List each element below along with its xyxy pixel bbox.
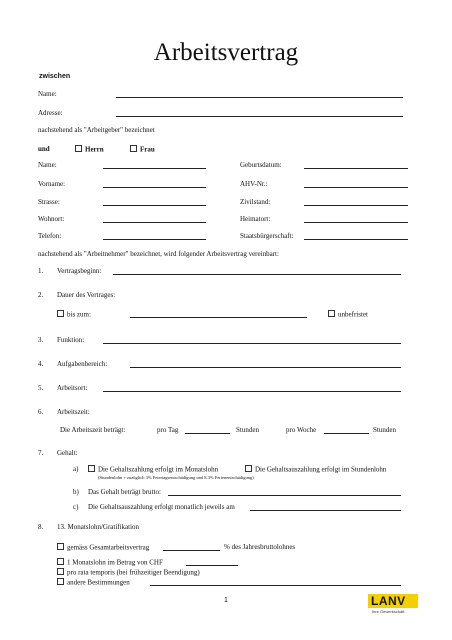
employee-vorname-field[interactable]: [103, 187, 206, 188]
herrn-checkbox[interactable]: [75, 145, 82, 152]
employee-staatsbuerger-field[interactable]: [304, 239, 408, 240]
item-c-marker: c): [73, 503, 79, 511]
employee-strasse-field[interactable]: [103, 205, 206, 206]
employee-zivilstand-field[interactable]: [304, 205, 408, 206]
monatslohn-chf-field[interactable]: [186, 565, 238, 566]
gehalt-brutto-label: Das Gehalt beträgt brutto:: [88, 488, 161, 496]
logo-tagline: Ihre Gewerkschaft.: [372, 609, 406, 614]
monatslohn-option[interactable]: Die Gehaltszahlung erfolgt im Monatslohn: [88, 465, 218, 475]
andere-bestimmungen-option[interactable]: andere Bestimmungen: [57, 578, 130, 588]
bis-zum-option[interactable]: bis zum:: [57, 310, 91, 320]
employee-geburtsdatum-label: Geburtsdatum:: [240, 161, 282, 169]
document-title: Arbeitsvertrag: [153, 39, 299, 66]
employee-telefon-label: Telefon:: [38, 232, 62, 240]
section-8-number: 8.: [38, 523, 44, 531]
section-8-label: 13. Monatslohn/Gratifikation: [57, 523, 140, 531]
employer-name-label: Name:: [38, 90, 57, 98]
gav-option[interactable]: gemäss Gesamtarbeitsvertrag: [57, 543, 149, 553]
andere-bestimmungen-checkbox[interactable]: [57, 578, 64, 585]
pro-woche-label: pro Woche: [286, 426, 317, 434]
auszahlung-datum-label: Die Gehaltsauszahlung erfolgt monatlich jeweils am: [88, 503, 235, 511]
arbeitsort-field[interactable]: [103, 391, 401, 392]
gav-checkbox[interactable]: [57, 543, 64, 550]
stundenlohn-checkbox[interactable]: [245, 465, 252, 472]
jahresbruttolohn-label: % des Jahresbruttolohnes: [224, 543, 296, 551]
pro-tag-label: pro Tag: [157, 426, 179, 434]
lanv-logo: LANV: [368, 594, 418, 608]
employer-address-field[interactable]: [116, 116, 403, 117]
employee-strasse-label: Strasse:: [38, 198, 60, 206]
employer-note: nachstehend als "Arbeitgeber" bezeichnet: [38, 126, 155, 134]
stunden-label-1: Stunden: [236, 426, 259, 434]
unbefristet-checkbox[interactable]: [328, 310, 335, 317]
employee-heimatort-field[interactable]: [304, 222, 408, 223]
section-5-number: 5.: [38, 384, 44, 392]
stundenlohn-option[interactable]: Die Gehaltsauszahlung erfolgt im Stundenlohn: [245, 465, 386, 475]
employee-telefon-field[interactable]: [103, 239, 206, 240]
item-a-marker: a): [73, 465, 79, 473]
section-3-number: 3.: [38, 336, 44, 344]
gav-percent-field[interactable]: [163, 550, 220, 551]
andere-bestimmungen-field[interactable]: [150, 585, 401, 586]
vertragsbeginn-field[interactable]: [113, 274, 401, 275]
employee-name-field[interactable]: [103, 168, 206, 169]
section-6-number: 6.: [38, 408, 44, 416]
employee-ahv-label: AHV-Nr.:: [240, 180, 268, 188]
employee-staatsbuerger-label: Staatsbürgerschaft:: [240, 232, 294, 240]
employer-address-label: Adresse:: [38, 109, 63, 117]
bis-zum-field[interactable]: [130, 317, 307, 318]
unbefristet-option[interactable]: unbefristet: [328, 310, 368, 320]
section-1-number: 1.: [38, 267, 44, 275]
employee-zivilstand-label: Zivilstand:: [240, 198, 271, 206]
pro-rata-checkbox[interactable]: [57, 568, 64, 575]
monatslohn-checkbox[interactable]: [88, 465, 95, 472]
employee-wohnort-label: Wohnort:: [38, 215, 65, 223]
auszahlung-datum-field[interactable]: [250, 510, 401, 511]
monatslohn-chf-checkbox[interactable]: [57, 558, 64, 565]
employee-ahv-field[interactable]: [304, 187, 408, 188]
employee-note: nachstehend als "Arbeitnehmer" bezeichnet, wird folgender Arbeitsvertrag vereinbart:: [38, 250, 279, 258]
section-2-label: Dauer des Vertrages:: [57, 291, 116, 299]
section-7-number: 7.: [38, 449, 44, 457]
employee-heimatort-label: Heimatort:: [240, 215, 271, 223]
gehalt-brutto-field[interactable]: [168, 495, 401, 496]
employee-geburtsdatum-field[interactable]: [304, 168, 408, 169]
bis-zum-checkbox[interactable]: [57, 310, 64, 317]
section-1-label: Vertragsbeginn:: [57, 267, 102, 275]
funktion-field[interactable]: [103, 343, 401, 344]
aufgabenbereich-field[interactable]: [130, 367, 401, 368]
stunden-pro-tag-field[interactable]: [185, 433, 230, 434]
page-number: 1: [224, 597, 228, 604]
frau-option[interactable]: Frau: [130, 145, 155, 155]
section-7-label: Gehalt:: [57, 449, 78, 457]
zwischen-label: zwischen: [39, 73, 71, 80]
frau-checkbox[interactable]: [130, 145, 137, 152]
section-5-label: Arbeitsort:: [57, 384, 88, 392]
section-2-number: 2.: [38, 291, 44, 299]
item-b-marker: b): [73, 488, 79, 496]
section-6-label: Arbeitszeit:: [57, 408, 90, 416]
monatslohn-chf-option[interactable]: 1 Monatslohn im Betrag von CHF: [57, 558, 163, 568]
und-label: und: [38, 145, 50, 153]
employee-vorname-label: Vorname:: [38, 180, 66, 188]
pro-rata-option[interactable]: pro rata temporis (bei frühzeitiger Beendigung): [57, 568, 200, 578]
stunden-label-2: Stunden: [373, 426, 396, 434]
stundenlohn-note: (Stundenlohn + zuzüglich 3% Feiertagsentschädigung und 8.3% Ferienentschädigung): [98, 475, 254, 480]
employee-wohnort-field[interactable]: [103, 222, 206, 223]
section-4-number: 4.: [38, 360, 44, 368]
herrn-option[interactable]: Herrn: [75, 145, 104, 155]
employer-name-field[interactable]: [116, 97, 403, 98]
stunden-pro-woche-field[interactable]: [324, 433, 369, 434]
arbeitszeit-text: Die Arbeitszeit beträgt:: [60, 426, 126, 434]
section-3-label: Funktion:: [57, 336, 85, 344]
employee-name-label: Name:: [38, 161, 57, 169]
section-4-label: Aufgabenbereich:: [57, 360, 108, 368]
